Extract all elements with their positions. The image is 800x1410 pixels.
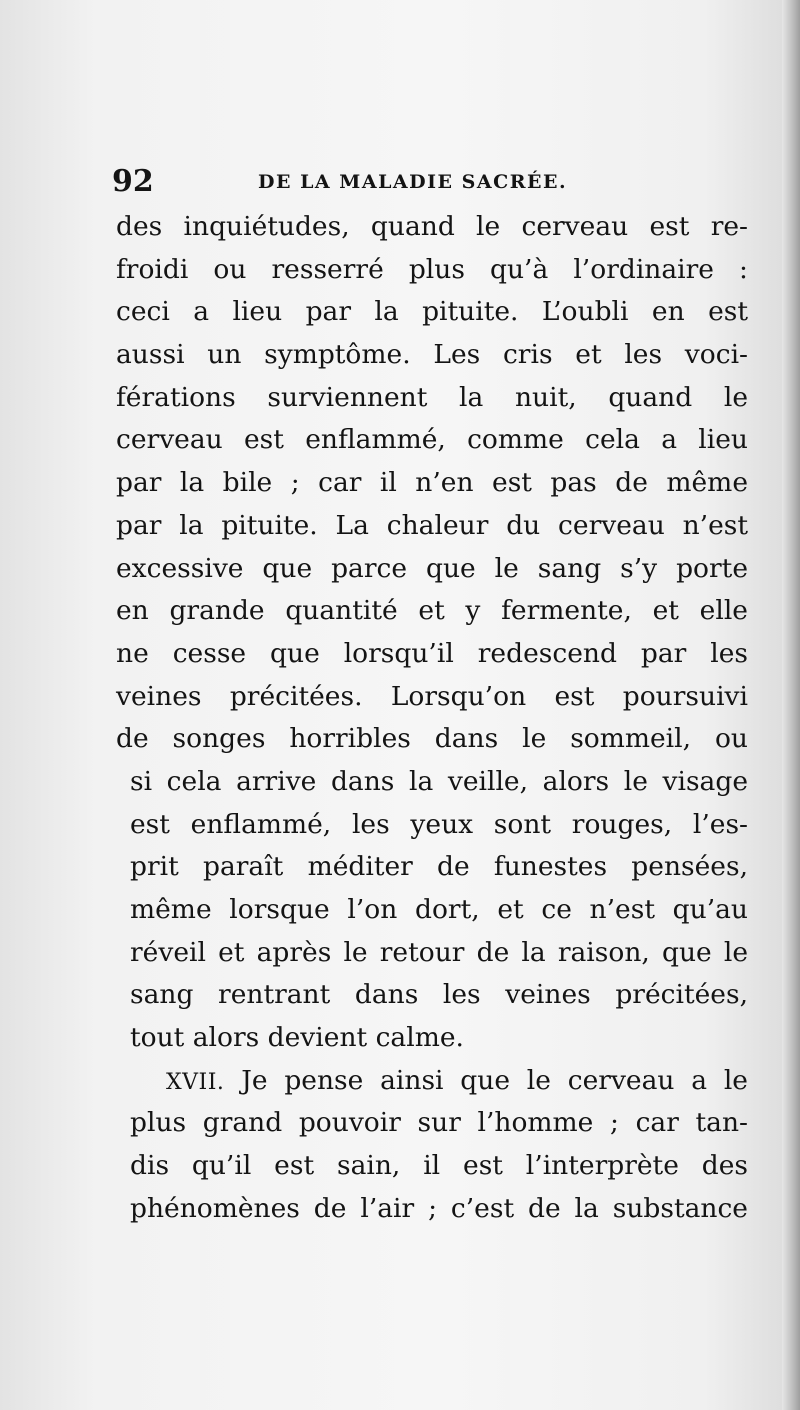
text-line: si cela arrive dans la veille, alors le visage — [130, 765, 748, 797]
text-line: phénomènes de l’air ; c’est de la substance — [130, 1192, 748, 1224]
text-line: cerveau est enflammé, comme cela a lieu — [116, 424, 748, 456]
page-edge — [782, 0, 800, 1410]
text-line: ceci a lieu par la pituite. L’oubli en est — [116, 296, 748, 328]
text-line: par la pituite. La chaleur du cerveau n’est — [116, 509, 748, 541]
section-number: XVII. — [166, 1069, 225, 1095]
text-line: prit paraît méditer de funestes pensées, — [130, 851, 748, 883]
text-line: veines précitées. Lorsqu’on est poursuivi — [116, 680, 748, 712]
text-line: plus grand pouvoir sur l’homme ; car tan- — [130, 1107, 748, 1139]
text-line: froidi ou resserré plus qu’à l’ordinaire : — [116, 253, 748, 285]
text-line: dis qu’il est sain, il est l’interprète des — [130, 1150, 748, 1182]
text-line: réveil et après le retour de la raison, que le — [130, 936, 748, 968]
running-title: DE LA MALADIE SACRÉE. — [258, 171, 568, 193]
text-line: est enflammé, les yeux sont rouges, l’es- — [130, 808, 748, 840]
page-number: 92 — [112, 164, 154, 199]
text-line: aussi un symptôme. Les cris et les voci- — [116, 339, 748, 371]
text-line: des inquiétudes, quand le cerveau est re- — [116, 211, 748, 242]
text-line: par la bile ; car il n’en est pas de même — [116, 467, 748, 499]
body-text — [116, 206, 748, 1231]
section-first-line-text: Je pense ainsi que le cerveau a le — [224, 1064, 748, 1096]
text-line: en grande quantité et y fermente, et elle — [116, 595, 748, 627]
text-line: férations surviennent la nuit, quand le — [116, 381, 748, 413]
text-line: même lorsque l’on dort, et ce n’est qu’au — [130, 894, 748, 925]
text-line: sang rentrant dans les veines précitées, — [130, 979, 748, 1011]
section-first-line — [116, 1060, 748, 1103]
text-line: excessive que parce que le sang s’y porte — [116, 552, 748, 584]
text-line: de songes horribles dans le sommeil, ou — [116, 723, 748, 755]
page-header — [112, 162, 742, 202]
text-line: tout alors devient calme. — [130, 1022, 464, 1054]
text-line: ne cesse que lorsqu’il redescend par les — [116, 637, 748, 669]
